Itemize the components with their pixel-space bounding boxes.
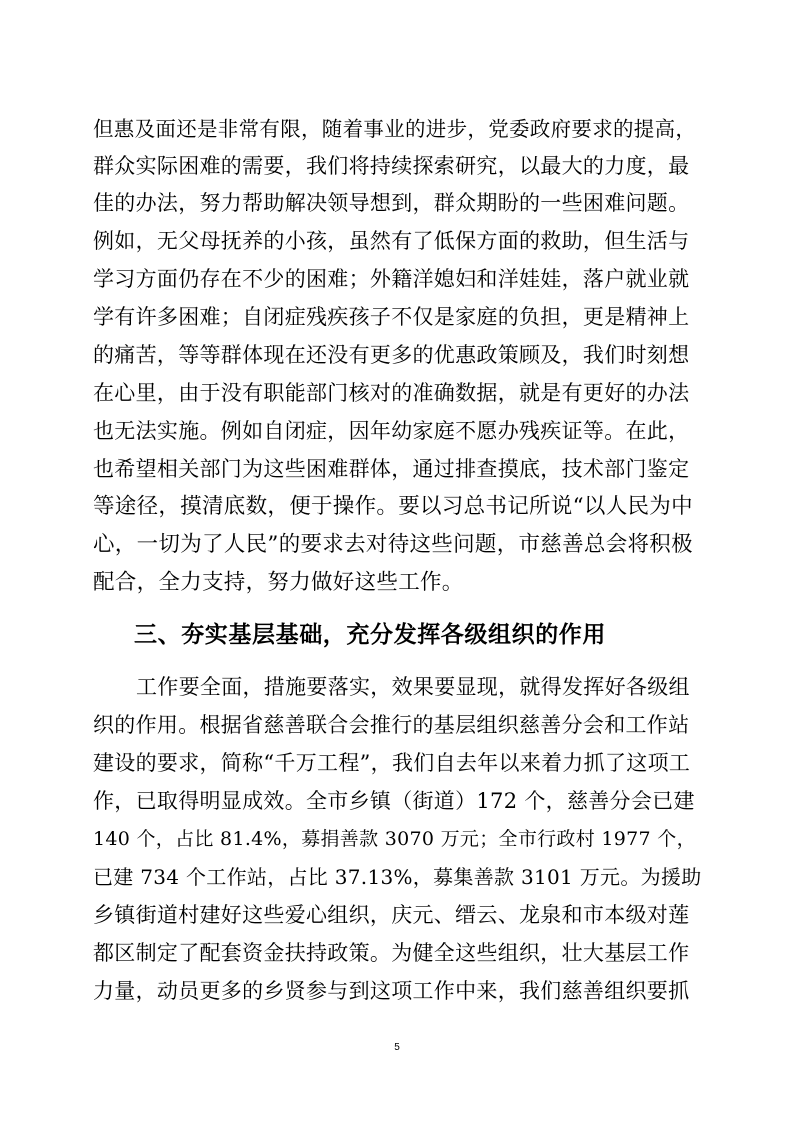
paragraph-2-line-8: 都区制定了配套资金扶持政策。为健全这些组织，壮大基层工作 (93, 941, 690, 965)
paragraph-1-line-2: 群众实际困难的需要，我们将持续探索研究，以最大的力度，最 (93, 154, 690, 178)
page-number: 5 (394, 1042, 400, 1053)
paragraph-1-line-3: 佳的办法，努力帮助解决领导想到，群众期盼的一些困难问题。 (93, 191, 690, 215)
paragraph-1-line-9: 也无法实施。例如自闭症，因年幼家庭不愿办残疾证等。在此， (93, 419, 690, 443)
paragraph-2-line-1: 工作要全面，措施要落实，效果要显现，就得发挥好各级组 (136, 675, 690, 699)
paragraph-2-line-9: 力量，动员更多的乡贤参与到这项工作中来，我们慈善组织要抓 (93, 979, 690, 1003)
paragraph-2-line-6: 已建 734 个工作站，占比 37.13%，募集善款 3101 万元。为援助 (93, 865, 702, 889)
paragraph-1-line-1: 但惠及面还是非常有限，随着事业的进步，党委政府要求的提高， (93, 117, 697, 141)
paragraph-1-line-7: 的痛苦，等等群体现在还没有更多的优惠政策顾及，我们时刻想 (93, 343, 690, 367)
paragraph-2-line-5: 140 个，占比 81.4%，募捐善款 3070 万元；全市行政村 1977 个， (93, 828, 696, 850)
section-heading: 三、夯实基层基础，充分发挥各级组织的作用 (134, 622, 606, 648)
paragraph-1-line-4: 例如，无父母抚养的小孩，虽然有了低保方面的救助，但生活与 (93, 229, 690, 253)
paragraph-2-line-4: 作，已取得明显成效。全市乡镇（街道）172 个，慈善分会已建 (93, 789, 695, 813)
paragraph-1-line-13: 配合，全力支持，努力做好这些工作。 (93, 570, 464, 595)
paragraph-1-line-8: 在心里，由于没有职能部门核对的准确数据，就是有更好的办法 (93, 381, 690, 405)
paragraph-2-line-3: 建设的要求，简称“千万工程”，我们自去年以来着力抓了这项工 (93, 751, 691, 775)
paragraph-1-line-5: 学习方面仍存在不少的困难；外籍洋媳妇和洋娃娃，落户就业就 (93, 267, 690, 291)
paragraph-2-line-7: 乡镇街道村建好这些爱心组织，庆元、缙云、龙泉和市本级对莲 (93, 903, 690, 927)
paragraph-1-line-12: 心，一切为了人民”的要求去对待这些问题，市慈善总会将积极 (93, 532, 693, 557)
paragraph-1-line-11: 等途径，摸清底数，便于操作。要以习总书记所说“以人民为中 (93, 494, 693, 519)
paragraph-1-line-6: 学有许多困难；自闭症残疾孩子不仅是家庭的负担，更是精神上 (93, 305, 690, 329)
paragraph-2-line-2: 织的作用。根据省慈善联合会推行的基层组织慈善分会和工作站 (93, 713, 690, 737)
paragraph-1-line-10: 也希望相关部门为这些困难群体，通过排查摸底，技术部门鉴定 (93, 457, 690, 481)
